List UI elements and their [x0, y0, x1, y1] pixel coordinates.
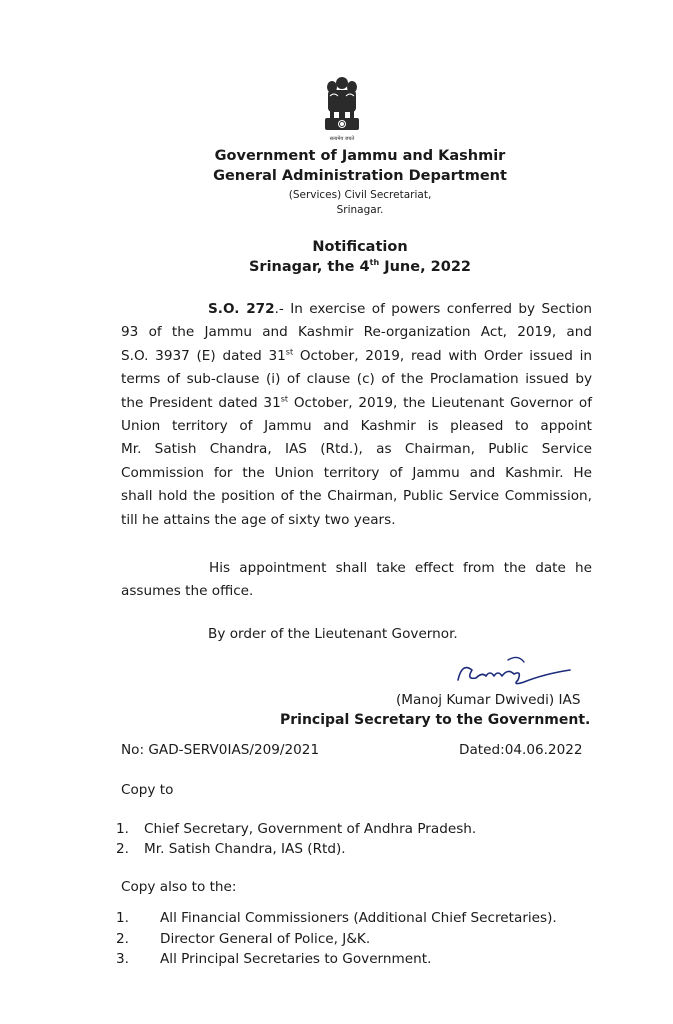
department-title: General Administration Department — [213, 168, 507, 184]
signature — [448, 650, 578, 692]
signatory-name: (Manoj Kumar Dwivedi) IAS — [396, 692, 581, 708]
order-line: By order of the Lieutenant Governor. — [208, 626, 458, 642]
copy-to-heading: Copy to — [121, 782, 174, 798]
reference-number: No: GAD-SERV0IAS/209/2021 — [121, 742, 320, 758]
svg-text:सत्यमेव जयते: सत्यमेव जयते — [329, 136, 355, 142]
place-line: Srinagar. — [336, 204, 384, 216]
state-emblem — [321, 74, 363, 146]
notification-body: S.O. 272.- In exercise of powers conferred by Section 93 of the Jammu and Kashmir Re-organization Act, 2019, and S.O. 3937 (E) dated 31st October, 2019, read with Order issued in terms of sub-clause (i) of clause (c) of the Proclamation issued by the President dated 31st October, 2019, the Lieutenant Governor of Union territory of Jammu and Kashmir is pleased to appoint Mr. Satish Chandra, IAS (Rtd.), as Chairman, Public Service Commission for the Union territory of Jammu and Kashmir. He shall hold the position of the Chairman, Public Service Commission, till he attains the age of sixty two years. — [121, 301, 592, 528]
government-title: Government of Jammu and Kashmir — [214, 148, 506, 164]
signatory-designation: Principal Secretary to the Government. — [280, 712, 591, 728]
so-number: S.O. 272 — [208, 301, 275, 317]
notification-dateline: Srinagar, the 4th June, 2022 — [248, 258, 471, 275]
notification-title: Notification — [312, 239, 408, 255]
effect-paragraph: His appointment shall take effect from the date he assumes the office. — [121, 560, 592, 600]
reference-date: Dated:04.06.2022 — [459, 742, 583, 758]
office-line: (Services) Civil Secretariat, — [288, 189, 432, 201]
copy-also-heading: Copy also to the: — [121, 879, 237, 895]
